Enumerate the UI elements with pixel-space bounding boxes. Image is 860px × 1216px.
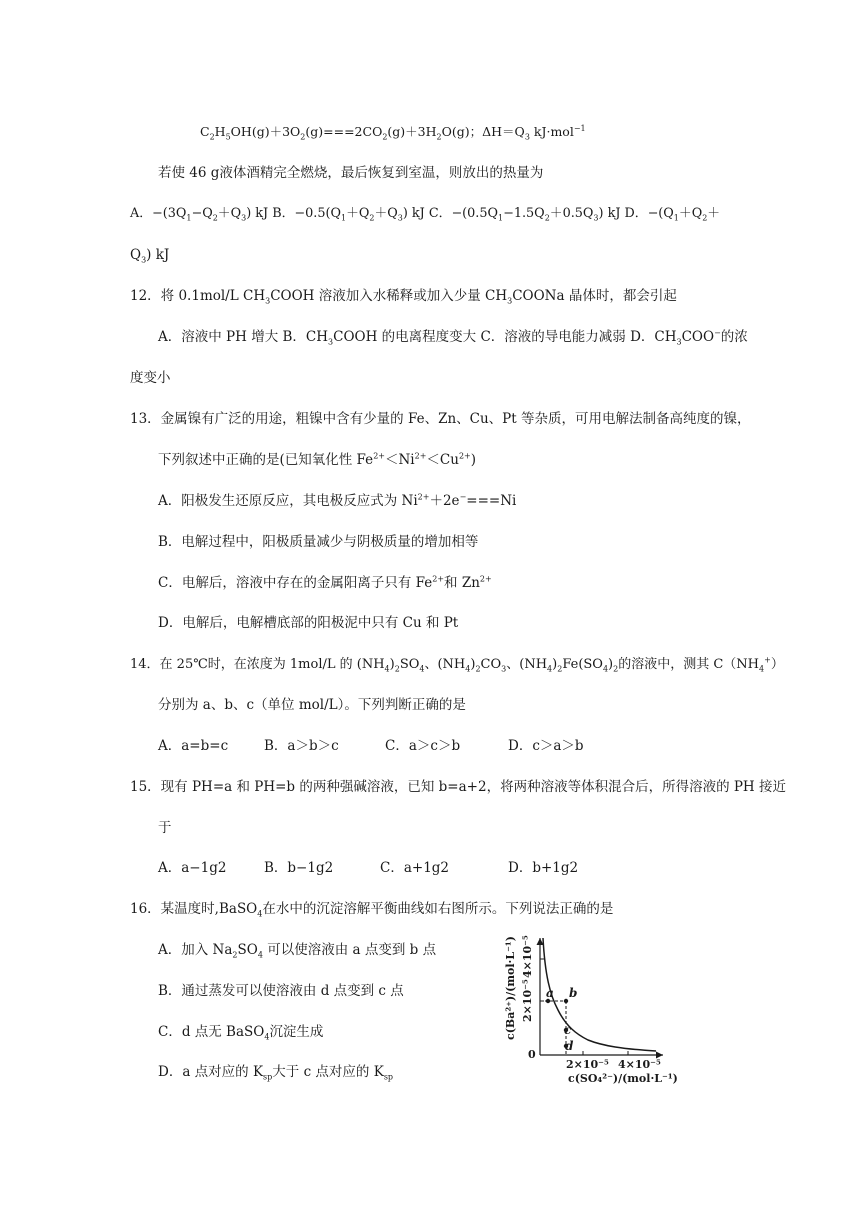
- q14-option-d: D．c＞a＞b: [508, 738, 584, 754]
- q13-option-c: C．电解后，溶液中存在的金属阳离子只有 $Fe^{2+}$和 $Zn^{2+}$: [158, 574, 492, 591]
- q13-stem-2: 下列叙述中正确的是(已知氧化性 $Fe^{2+}<Ni^{2+}<Cu^{2+}$): [158, 451, 477, 468]
- q15-stem-2: 于: [158, 820, 172, 836]
- x-tick-2e-5: 2×10⁻⁵: [566, 1058, 609, 1071]
- point-a-label: a: [546, 986, 554, 1000]
- q14-option-c: C．a＞c＞b: [385, 738, 461, 754]
- q16-option-d: D．a 点对应的 $K_{sp}$大于 c 点对应的 $K_{sp}$: [158, 1064, 394, 1082]
- point-d-label: d: [565, 1039, 574, 1053]
- q14-stem-1: 14．在 25℃时，在浓度为 1mol/L 的 $(NH_4)_2SO_4$、$(NH_4)_2CO_3$、$(NH_4)_2Fe(SO_4)_2$的溶液中，测其 $C(NH_4^+)$: [130, 655, 784, 674]
- q16-stem: 16．某温度时,BaSO$_4$在水中的沉淀溶解平衡曲线如右图所示。下列说法正确的是: [130, 901, 614, 919]
- q13-stem-1: 13．金属镍有广泛的用途，粗镍中含有少量的 Fe、Zn、Cu、Pt 等杂质，可用电解法制备高纯度的镍，: [130, 411, 751, 427]
- origin-label: 0: [528, 1048, 536, 1061]
- point-b: [564, 999, 568, 1003]
- q11-stem: 若使 46 g液体酒精完全燃烧，最后恢复到室温，则放出的热量为: [158, 165, 544, 181]
- x-tick-4e-5: 4×10⁻⁵: [618, 1058, 661, 1071]
- y-tick-2e-5: 2×10⁻⁵: [521, 979, 534, 1022]
- q12-options-cont: 度变小: [130, 370, 171, 386]
- q11-options: A．$-(3Q_1-Q_2+Q_3)$ kJ B．$-0.5(Q_1+Q_2+Q_3)$ kJ C．$-(0.5Q_1-1.5Q_2+0.5Q_3)$ kJ D．$-(Q_1+Q_2+$: [130, 206, 721, 223]
- q14-option-b: B．a＞b＞c: [264, 738, 339, 754]
- q16-option-a: A．加入 $Na_2SO_4$ 可以使溶液由 a 点变到 b 点: [158, 942, 437, 960]
- equilibrium-curve: [543, 938, 656, 1051]
- baso4-solubility-graph: [498, 930, 688, 1090]
- q13-option-a: A．阳极发生还原反应，其电极反应式为 $Ni^{2+}+2e^-===Ni$: [158, 492, 517, 509]
- q15-option-a: A．a−1g2: [158, 860, 227, 876]
- q14-stem-2: 分别为 a、b、c（单位 mol/L）。下列判断正确的是: [158, 697, 466, 713]
- q15-option-d: D．b+1g2: [508, 860, 579, 876]
- y-tick-4e-5: 4×10⁻⁵: [521, 935, 534, 978]
- point-c-label: c: [564, 1023, 572, 1037]
- x-axis-label: c(SO₄²⁻)/(mol·L⁻¹): [568, 1072, 678, 1085]
- point-b-label: b: [569, 986, 578, 1000]
- q16-option-b: B．通过蒸发可以使溶液由 d 点变到 c 点: [158, 983, 404, 999]
- q15-option-b: B．b−1g2: [264, 860, 334, 876]
- thermo-equation: $C_2H_5OH(g)+3O_2(g)===2CO_2(g)+3H_2O(g)$；$\Delta H=Q_3$ kJ·mol$^{-1}$: [200, 123, 586, 142]
- q15-option-c: C．a+1g2: [380, 860, 450, 876]
- q12-options: A．溶液中 PH 增大 B．$CH_3COOH$ 的电离程度变大 C．溶液的导电能力减弱 D．$CH_3COO^-$的浓: [158, 328, 748, 347]
- q15-stem-1: 15．现有 PH=a 和 PH=b 的两种强碱溶液，已知 b=a+2，将两种溶液等体积混合后，所得溶液的 PH 接近: [130, 779, 787, 795]
- q12-stem: 12．将 0.1mol/L $CH_3COOH$ 溶液加入水稀释或加入少量 $CH_3COONa$ 晶体时，都会引起: [130, 288, 677, 306]
- q14-option-a: A．a=b=c: [158, 738, 229, 754]
- q16-option-c: C．d 点无 BaSO$_4$沉淀生成: [158, 1024, 324, 1042]
- y-axis-label: c(Ba²⁺)/(mol·L⁻¹): [504, 936, 517, 1040]
- q11-options-cont: $Q_3$) kJ: [130, 247, 170, 265]
- q13-option-d: D．电解后，电解槽底部的阳极泥中只有 Cu 和 Pt: [158, 615, 459, 631]
- q13-option-b: B．电解过程中，阳极质量减少与阴极质量的增加相等: [158, 534, 479, 550]
